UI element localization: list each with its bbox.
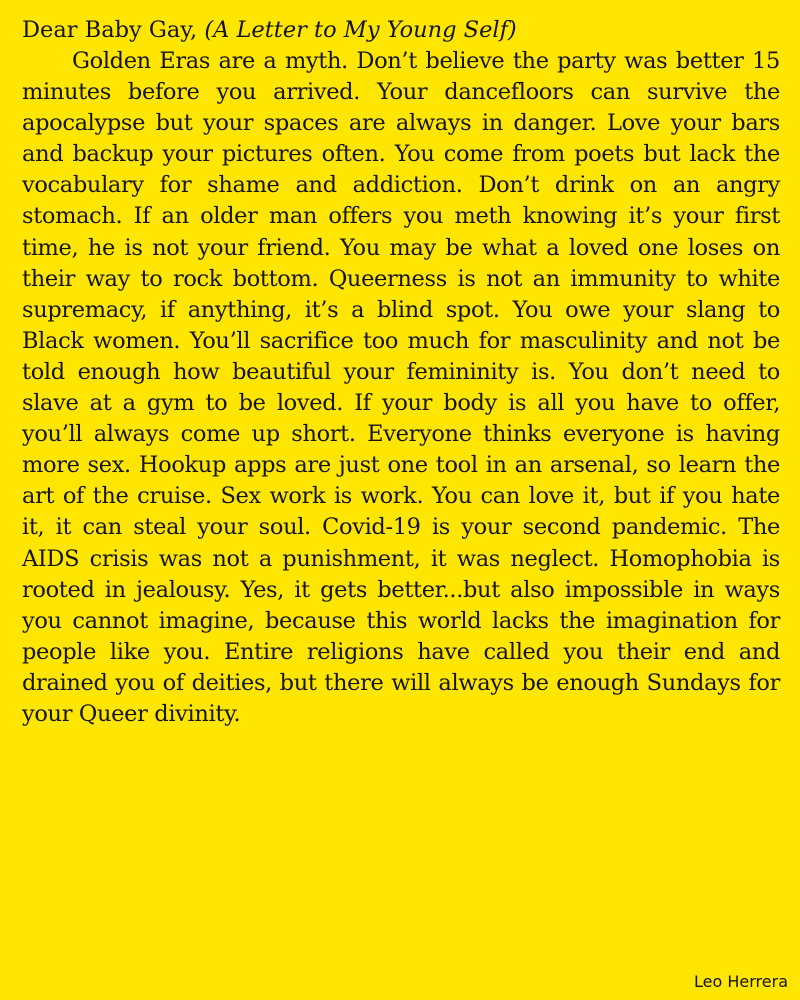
letter-subtitle: (A Letter to My Young Self) bbox=[204, 17, 517, 43]
letter bbox=[22, 16, 780, 730]
letter-body: Golden Eras are a myth. Don’t believe the party was better 15 minutes before you arrived. Your dancefloors can survive the apocalypse but your spaces are always in danger. Love your bars and backup your pictures often. You come from poets but lack the vocabulary for shame and addiction. Don’t drink on an angry stomach. If an older man offers you meth knowing it’s your first time, he is not your friend. You may be what a loved one loses on their way to rock bottom. Queerness is not an immunity to white supremacy, if anything, it’s a blind spot. You owe your slang to Black women. You’ll sacrifice too much for masculinity and not be told enough how beautiful your femininity is. You don’t need to slave at a gym to be loved. If your body is all you have to offer, you’ll always come up short. Everyone thinks everyone is having more sex. Hookup apps are just one tool in an arsenal, so learn the art of the cruise. Sex work is work. You can love it, but if you hate it, it can steal your soul. Covid-19 is your second pandemic. The AIDS crisis was not a punishment, it was neglect. Homophobia is rooted in jealousy. Yes, it gets better...but also impossible in ways you cannot imagine, because this world lacks the imagination for people like you. Entire religions have called you their end and drained you of deities, but there will always be enough Sundays for your Queer divinity. bbox=[22, 48, 780, 727]
salutation: Dear Baby Gay, bbox=[22, 17, 198, 43]
letter-heading bbox=[22, 16, 780, 44]
author-signature: Leo Herrera bbox=[694, 972, 788, 991]
